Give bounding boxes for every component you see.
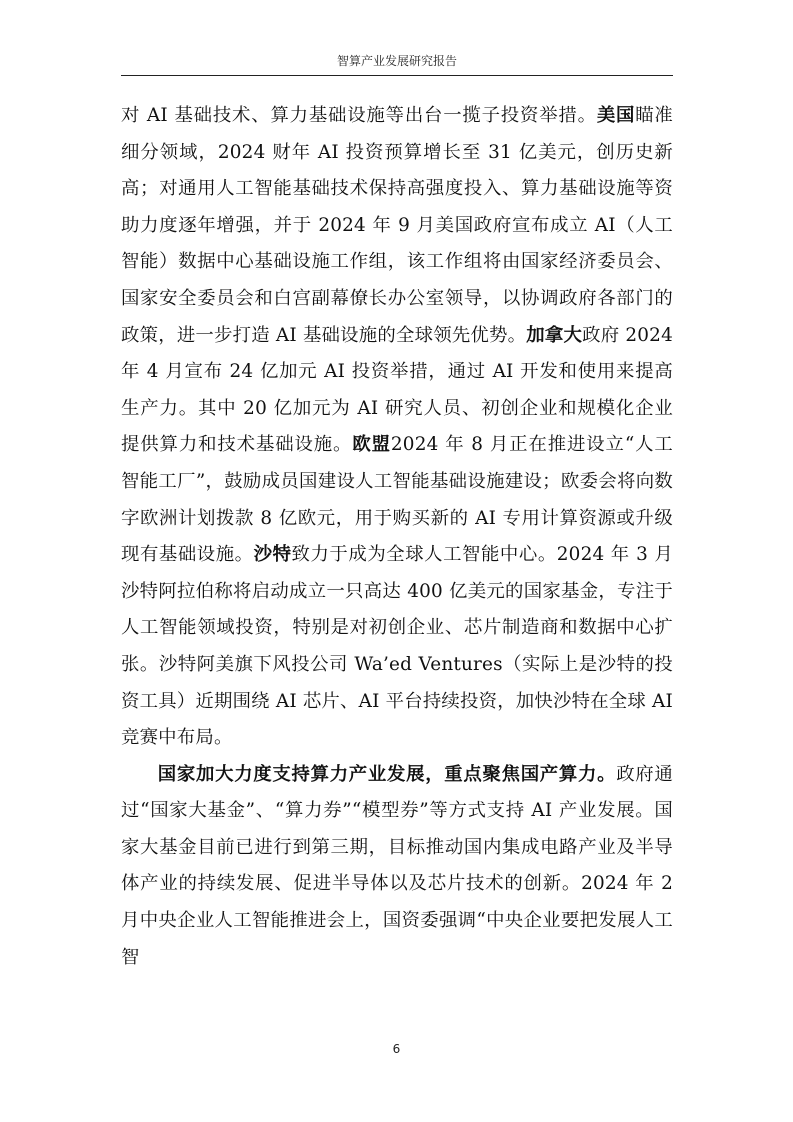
running-header [121, 50, 673, 76]
text-run: 政府通过“国家大基金”、“算力券”“模型券”等方式支持 AI 产业发展。国家大基金目前已进行到第三期，目标推动国内集成电路产业及半导体产业的持续发展、促进半导体以及芯片技术的创新。2024 年 2 月中央企业人工智能推进会上，国资委强调“中央企业要把发展人工智 [121, 763, 673, 968]
region-eu-heading: 欧盟 [352, 434, 391, 456]
paragraph-lead-sentence: 国家加大力度支持算力产业发展，重点聚焦国产算力。 [157, 763, 617, 785]
text-run: 瞄准细分领域，2024 财年 AI 投资预算增长至 31 亿美元，创历史新高；对通用人工智能基础技术保持高强度投入、算力基础设施等资助力度逐年增强，并于 2024 年 9 月美国政府宣布成立 AI（人工智能）数据中心基础设施工作组，该工作组将由国家经济委员会、国家安全委员会和白宫副幕僚长办公室领导，以协调政府各部门的政策，进一步打造 AI 基础设施的全球领先优势。 [121, 105, 674, 346]
text-run: 致力于成为全球人工智能中心。2024 年 3 月沙特阿拉伯称将启动成立一只高达 400 亿美元的国家基金，专注于人工智能领域投资，特别是对初创企业、芯片制造商和数据中心扩张。沙特阿美旗下风投公司 Wa’ed Ventures（实际上是沙特的投资工具）近期围绕 AI 芯片、AI 平台持续投资，加快沙特在全球 AI 竞赛中布局。 [121, 544, 674, 749]
paragraph-international-investment [121, 98, 673, 757]
country-canada-heading: 加拿大 [526, 324, 583, 346]
country-usa-heading: 美国 [596, 105, 636, 126]
country-saudi-heading: 沙特 [253, 544, 292, 566]
text-run: 政府 2024 年 4 月宣布 24 亿加元 AI 投资举措，通过 AI 开发和使用来提高生产力。其中 20 亿加元为 AI 研究人员、初创企业和规模化企业提供算力和技术基础设施。 [121, 324, 673, 456]
body-text [121, 98, 673, 976]
text-run: 2024 年 8 月正在推进设立“人工智能工厂”，鼓励成员国建设人工智能基础设施建设；欧委会将向数字欧洲计划拨款 8 亿欧元，用于购买新的 AI 专用计算资源或升级现有基础设施。 [121, 434, 673, 566]
report-title: 智算产业发展研究报告 [336, 54, 457, 68]
text-run: 对 AI 基础技术、算力基础设施等出台一揽子投资举措。 [121, 105, 597, 126]
paragraph-domestic-support [121, 757, 673, 977]
page-number: 6 [392, 1042, 401, 1056]
